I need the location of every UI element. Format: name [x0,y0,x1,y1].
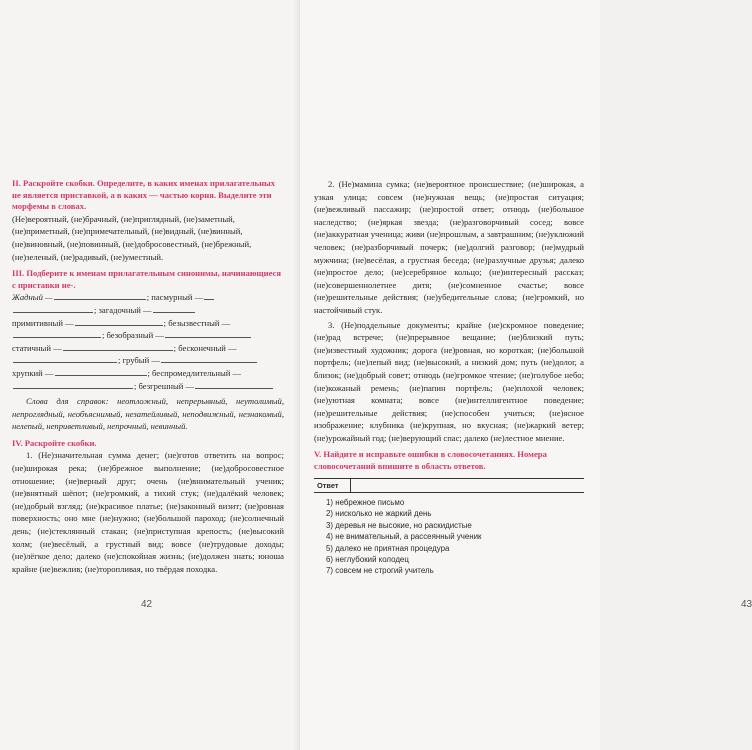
left-page [0,0,300,750]
list-item: 2) нисколько не жаркий день [326,509,432,519]
page-number-left: 42 [141,599,153,610]
task2-line: (не)приметный, (не)примечательный, (не)видный, (не)винный, [12,226,243,237]
list-item: 6) неглубокий колодец [326,555,409,565]
answer-blank[interactable] [54,291,146,300]
answer-blank[interactable] [13,380,133,389]
synonym-row: ; грубый — [12,354,284,367]
synonym-row: ; загадочный — [12,304,284,317]
task2-line: (Не)вероятный, (не)брачный, (не)приглядный, (не)заметный, [12,213,235,224]
task3-reference-words: Слова для справок: неотложный, непрерывный, неутолимый, непроглядный, необъяснимый, незатейливый, неподвижный, незнакомый, нелепый, неприветливый, непрочный, невинный. [12,396,284,432]
task4-item2: 2. (Не)мамина сумка; (не)вероятное происшествие; (не)широкая, а узкая улица; совсем (не)нужная вещь; (не)простая ситуация; (не)вежливый пассажир; (не)простой ответ; отнюдь (не)большое наследство; (не)яркая звезда; (не)разговорчивый сосед; вовсе (не)аккуратная ученица; живи (не)прошлым, а завтрашним; (не)уклюжий человек; (не)разборчивый почерк; (не)долгий разговор; (не)мудрый мужчина; (не)весёлая, а грустная беседа; (не)разлучные друзья; далеко (не)простое дело; (не)серебряное кольцо; (не)интересный рассказ; (не)совершеннолетнее дитя; (не)сомненное счастье; вовсе (не)решительные действия; (не)убедительные слова; (не)громкий, но настойчивый стук. [314,179,584,315]
task4-item3: 3. (Не)поддельные документы; крайне (не)скромное поведение; (не)рад встрече; (не)прерывное вещание; (не)близкий путь; (не)известный художник; дорога (не)ровная, но короткая; (не)большой портфель; (не)лепый вид; (не)высокий, а низкий дом; путь (не)долог, а близок; (не)добрый совет; отнюдь (не)громкое чтение; (не)голубое небо; (не)кожаный ремень; (не)папин портфель; (не)плохой человек; (не)уютная комната; вовсе (не)интеллигентное поведение; (не)решительные действия; (не)способен учиться; (не)ясное изображение; клубника (не)крупная, но вкусная; (не)жаркий ветер; (не)урожайный год; (не)верующий спас; далеко (не)лестное мнение. [314,319,584,443]
answer-blank[interactable] [165,329,251,338]
synonym-row: ; безобразный — [12,329,284,342]
list-item: 1) небрежное письмо [326,498,405,507]
right-page-content [314,178,584,473]
task3-title: III. Подберите к именам прилагательным синонимы, начинающиеся с приставки не-. [12,268,282,290]
answer-blank[interactable] [13,354,117,363]
task5-phrase-list [326,497,586,577]
list-item: 7) совсем не строгий учитель [326,566,434,576]
task4-item1: 1. (Не)значительная сумма денег; (не)готов ответить на вопрос; (не)широкая река; (не)брежное выполнение; (не)добросовестное отношение; (не)верный друг; очень (не)внимательный ученик; (не)внятный шёпот; (не)громкий, а тихий стук; (не)далёкий человек; (не)добрый взгляд; (не)красивое платье; (не)законный визит; (не)ровная поверхность; оно мне (не)нужно; (не)большой пароход; (не)солнечный день; (не)стеклянный стакан; (не)приступная крепость; (не)высокий холм; (не)весёлый, а грустный вид; вовсе (не)трудовые доходы; (не)лёгкое дело; далеко (не)спокойная жизнь; (не)должен знать; юноша крайне (не)вежлив; (не)торопливая, но твёрдая походка. [12,450,284,574]
left-page-content [12,178,284,575]
page-number-right: 43 [741,599,752,610]
task2-title: II. Раскройте скобки. Определите, в каких именах прилагательных не является приставкой, а в каких — частью корня. Выделите эти морфемы в словах. [12,178,276,212]
answer-field[interactable] [314,478,584,493]
answer-blank[interactable] [153,304,195,313]
task3-synonym-rows [12,291,284,392]
list-item: 5) далеко не приятная процедура [326,543,450,553]
synonym-row: примитивный — ; безызвестный — [12,317,231,328]
list-item: 3) деревья не высокие, но раскидистые [326,520,472,530]
answer-blank[interactable] [55,367,147,376]
synonym-row: статичный — ; бесконечный — [12,342,237,353]
answer-blank[interactable] [161,354,257,363]
synonym-row: хрупкий — ; беспромедлительный — [12,367,242,378]
task5-title: V. Найдите и исправьте ошибки в словосочетаниях. Номера словосочетаний впишите в область ответов. [314,449,547,472]
answer-blank[interactable] [63,342,173,351]
task2-line: (не)зеленый, (не)радивый, (не)уместный. [12,251,164,262]
task4-title: IV. Раскройте скобки. [12,437,97,448]
synonym-row: Жадный — ; пасмурный — [12,291,284,304]
answer-blank[interactable] [13,304,93,313]
answer-blank[interactable] [195,380,273,389]
task2-word-list [12,213,284,263]
task2-line: (не)виновный, (не)повинный, (не)добросовестный, (не)брежный, [12,238,252,249]
list-item: 4) не внимательный, а рассеянный ученик [326,532,482,542]
answer-blank[interactable] [13,329,101,338]
synonym-row: ; безгрешный — [12,380,284,393]
answer-blank[interactable] [75,317,163,326]
answer-label: Ответ [314,479,351,492]
answer-blank[interactable] [204,291,214,300]
